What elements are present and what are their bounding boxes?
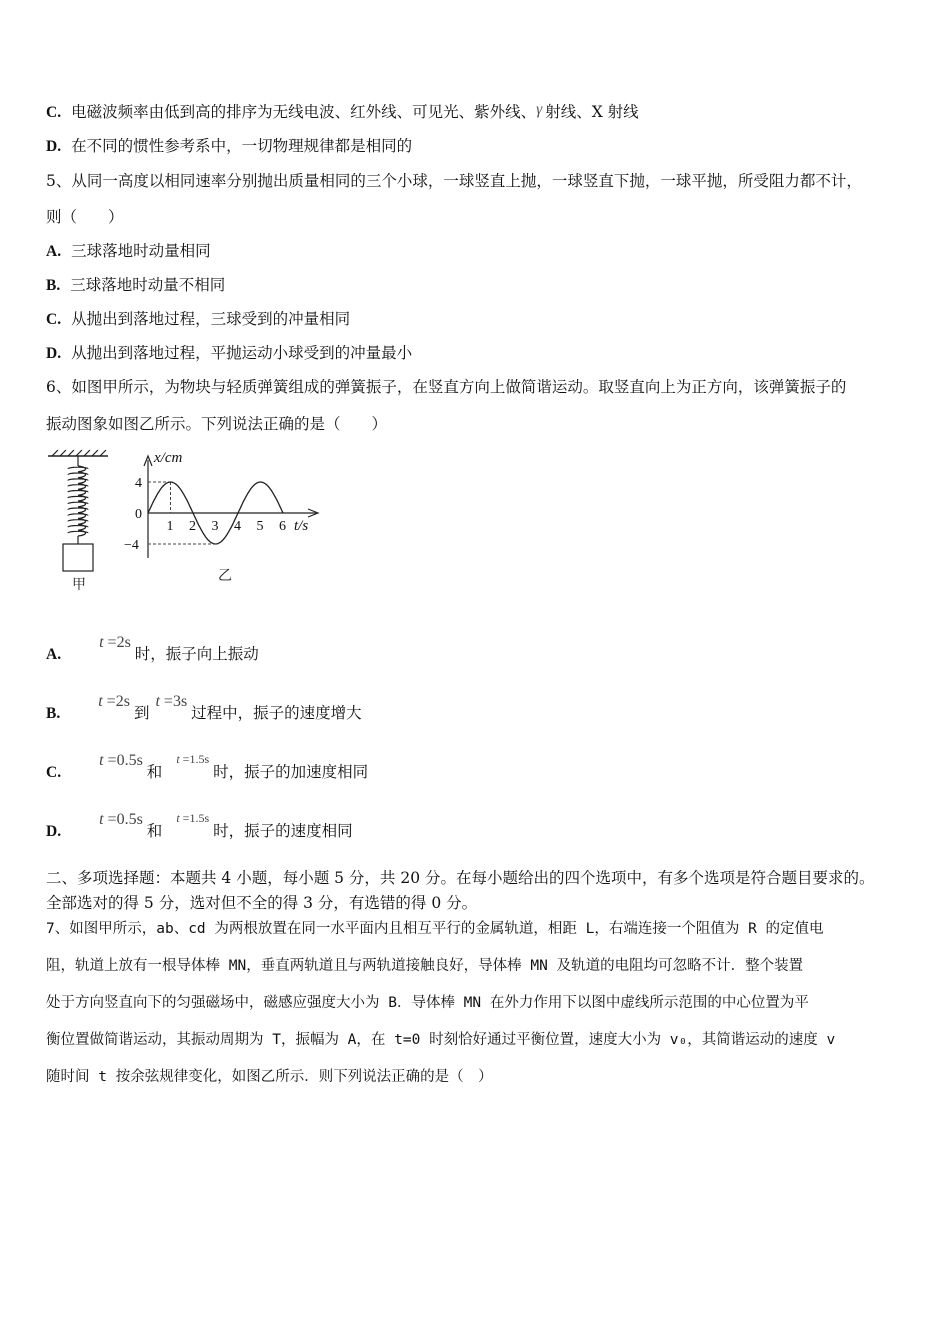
q7-stem-line: 衡位置做简谐运动，其振动周期为 T，振幅为 A，在 t=0 时刻恰好通过平衡位置，速度大小为 v₀，其简谐运动的速度 v [46, 1032, 836, 1048]
q6-option-d [46, 811, 353, 842]
x-tick-label: 2 [189, 519, 196, 534]
section2-heading-line2: 全部选对的得 5 分，选对但不全的得 3 分，有选错的得 0 分。 [46, 894, 478, 912]
option-text: 三球落地时动量不相同 [70, 276, 226, 294]
q5-option-a [46, 241, 211, 262]
time-expression: t =3s [155, 693, 188, 710]
option-text: 三球落地时动量相同 [71, 242, 211, 260]
q7-stem-line: 处于方向竖直向下的匀强磁场中，磁感应强度大小为 B．导体棒 MN 在外力作用下以图中虚线所示范围的中心位置为平 [46, 995, 809, 1011]
figure-label-right: 乙 [218, 568, 232, 584]
conjunction: 和 [146, 763, 163, 781]
q4-option-c [46, 102, 639, 123]
q6-figure [44, 446, 344, 591]
option-label: D. [46, 823, 62, 840]
conjunction: 到 [133, 704, 150, 722]
option-text: 在不同的惯性参考系中，一切物理规律都是相同的 [71, 137, 413, 155]
option-text: 时，振子向上振动 [134, 645, 259, 663]
ceiling-hatch [52, 450, 106, 456]
q7-stem-line: 随时间 t 按余弦规律变化，如图乙所示．则下列说法正确的是（ ） [46, 1069, 493, 1085]
time-expression: t =0.5s [99, 811, 143, 828]
q6-option-c [46, 752, 369, 783]
x-tick-labels [167, 519, 287, 534]
conjunction: 和 [146, 822, 163, 840]
q7-stem-line: 阻，轨道上放有一根导体棒 MN，垂直两轨道且与两轨道接触良好，导体棒 MN 及轨道的电阻均可忽略不计．整个装置 [46, 958, 804, 974]
option-text: 时，振子的速度相同 [213, 822, 353, 840]
q5-stem-line2: 则（ ） [46, 208, 124, 226]
gamma-symbol: γ [536, 101, 543, 118]
origin-label: 0 [135, 507, 142, 522]
q6-option-a [46, 634, 259, 665]
vibration-graph [124, 450, 318, 558]
time-expression: t =2s [98, 693, 130, 710]
q7-stem-line: 7、如图甲所示，ab、cd 为两根放置在同一水平面内且相互平行的金属轨道，相距 L，右端连接一个阻值为 R 的定值电 [46, 921, 824, 937]
q6-stem-line1: 6、如图甲所示，为物块与轻质弹簧组成的弹簧振子，在竖直方向上做简谐运动。取竖直向上为正方向，该弹簧振子的 [46, 378, 847, 396]
option-text: 过程中，振子的速度增大 [191, 704, 362, 722]
option-label: B. [46, 277, 61, 294]
block-mass [63, 544, 93, 571]
option-label: C. [46, 764, 62, 781]
q5-option-b [46, 275, 225, 296]
option-text: 时，振子的加速度相同 [213, 763, 369, 781]
x-axis-label: t/s [294, 518, 309, 534]
x-tick-label: 1 [166, 519, 174, 534]
time-expression: t =2s [99, 634, 131, 651]
figure-label-left: 甲 [72, 577, 86, 591]
option-label: C. [46, 311, 62, 328]
q4-option-d [46, 136, 412, 157]
option-label: B. [46, 705, 61, 722]
section2-heading-line1: 二、多项选择题：本题共 4 小题，每小题 5 分，共 20 分。在每小题给出的四个选项中，有多个选项是符合题目要求的。 [46, 869, 875, 887]
time-expression: t =1.5s [176, 752, 210, 766]
option-text-tail: 射线、X 射线 [545, 103, 639, 121]
q5-stem-line1: 5、从同一高度以相同速率分别抛出质量相同的三个小球，一球竖直上抛，一球竖直下抛，一球平抛，所受阻力都不计， [46, 172, 862, 190]
q5-option-d [46, 343, 412, 364]
x-tick-label: 4 [234, 519, 241, 534]
option-text: 从抛出到落地过程，平抛运动小球受到的冲量最小 [71, 344, 413, 362]
q6-stem-line2: 振动图象如图乙所示。下列说法正确的是（ ） [46, 415, 388, 433]
option-label: A. [46, 243, 62, 260]
y-axis-label: x/cm [154, 450, 183, 466]
y-tick-label: −4 [124, 538, 139, 553]
option-label: A. [46, 646, 62, 663]
x-tick-label: 6 [279, 519, 286, 534]
option-text: 电磁波频率由低到高的排序为无线电波、红外线、可见光、紫外线、 [71, 103, 537, 121]
x-tick-label: 3 [211, 519, 219, 534]
spring-oscillator-diagram [48, 450, 108, 571]
spring-coil [68, 466, 88, 536]
option-label: C. [46, 104, 62, 121]
time-expression: t =1.5s [176, 811, 210, 825]
time-expression: t =0.5s [99, 752, 143, 769]
option-label: D. [46, 345, 62, 362]
q5-option-c [46, 309, 350, 330]
y-tick-label: 4 [135, 476, 142, 491]
q6-option-b [46, 693, 362, 724]
option-text: 从抛出到落地过程，三球受到的冲量相同 [71, 310, 351, 328]
x-tick-label: 5 [256, 519, 264, 534]
option-label: D. [46, 138, 62, 155]
